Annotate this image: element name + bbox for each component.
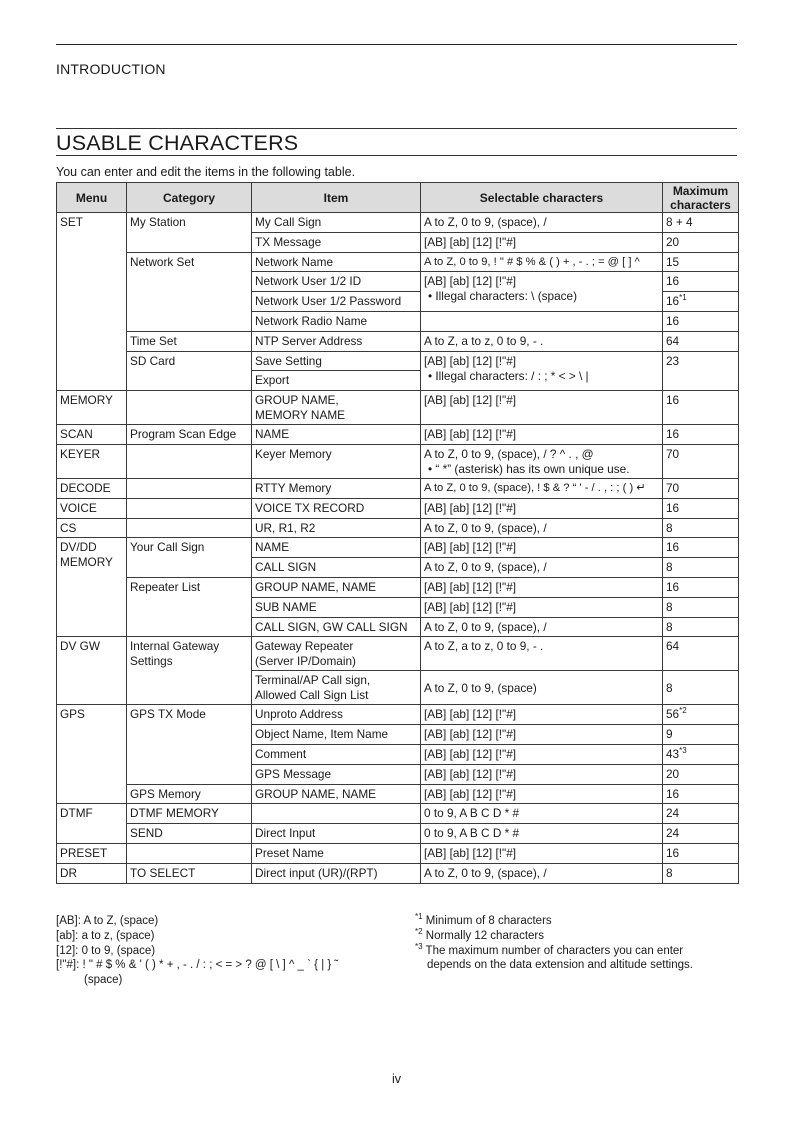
category-line2: Settings: [130, 654, 173, 669]
max-cell: 8 + 4: [663, 213, 739, 233]
table-row: [57, 478, 739, 498]
menu-cell: KEYER: [57, 444, 127, 478]
page-number: iv: [391, 1072, 402, 1086]
max-cell: 16: [663, 577, 739, 597]
section-label: INTRODUCTION: [56, 61, 166, 77]
item-cell: Network Name: [252, 252, 421, 272]
chars-cell: A to Z, 0 to 9, (space), /: [421, 558, 663, 578]
menu-cell: SCAN: [57, 425, 127, 445]
max-cell: 23: [663, 351, 739, 391]
table-row: [57, 538, 739, 558]
table-row: [57, 577, 739, 597]
item-cell: Keyer Memory: [252, 444, 421, 478]
item-cell: GPS Message: [252, 764, 421, 784]
item-cell: Direct input (UR)/(RPT): [252, 863, 421, 883]
legend-line: [AB]: A to Z, (space): [56, 915, 159, 927]
chars-note: • Illegal characters: \ (space): [428, 289, 578, 304]
header-category: Category: [127, 183, 252, 213]
item-cell: Network Radio Name: [252, 311, 421, 331]
item-cell: My Call Sign: [252, 213, 421, 233]
footnote-text: Normally 12 characters: [422, 929, 544, 942]
chars-cell: [421, 272, 663, 312]
legend-line: (space): [84, 974, 123, 987]
item-cell: CALL SIGN, GW CALL SIGN: [252, 617, 421, 637]
max-cell: 64: [663, 637, 739, 671]
footnote-text: Minimum of 8 characters: [422, 915, 552, 927]
category-cell: [127, 478, 252, 498]
item-cell: NAME: [252, 425, 421, 445]
chars-cell: [AB] [ab] [12] [!"#]: [421, 232, 663, 252]
table-row: [57, 705, 739, 725]
legend-line: [!"#]: ! " # $ % & ' ( ) * + , - . / : ; < = > ? @ [ \ ] ^ _ ` { | } ˜: [56, 959, 339, 972]
header-selectable: Selectable characters: [421, 183, 663, 213]
menu-cell: MEMORY: [57, 391, 127, 425]
max-cell: 20: [663, 232, 739, 252]
max-cell: 15: [663, 252, 739, 272]
max-value: 56: [666, 707, 680, 722]
chars-note: • Illegal characters: / : ; * < > \ |: [428, 368, 589, 383]
category-cell: [127, 843, 252, 863]
max-cell: 16: [663, 538, 739, 558]
table-row: [57, 213, 739, 233]
category-cell: GPS Memory: [127, 784, 252, 804]
chars-text: [AB] [ab] [12] [!"#]: [424, 353, 517, 368]
category-cell: My Station: [127, 213, 252, 253]
character-legend: [56, 914, 406, 988]
chars-text: [AB] [ab] [12] [!"#]: [424, 274, 517, 289]
footnote: [415, 941, 735, 959]
footnote-mark: *3: [415, 941, 423, 951]
table-row: [57, 391, 739, 425]
max-cell: 16: [663, 391, 739, 425]
chars-cell: 0 to 9, A B C D * #: [421, 824, 663, 844]
footnotes: [415, 914, 735, 973]
chars-cell: A to Z, 0 to 9, (space): [421, 671, 663, 705]
footnote-mark: *2: [415, 926, 423, 936]
table-row: [57, 331, 739, 351]
footnote: [415, 958, 735, 973]
item-cell: CALL SIGN: [252, 558, 421, 578]
table-row: [57, 425, 739, 445]
menu-cell: CS: [57, 518, 127, 538]
chars-cell: A to Z, a to z, 0 to 9, - .: [421, 331, 663, 351]
table-header-row: [57, 183, 739, 213]
header-item: Item: [252, 183, 421, 213]
intro-text: You can enter and edit the items in the following table.: [56, 165, 356, 179]
max-cell: 16: [663, 272, 739, 292]
category-cell: [127, 391, 252, 425]
menu-cell: DTMF: [57, 804, 127, 844]
max-cell: [663, 292, 739, 312]
footnote-text: depends on the data extension and altitude settings.: [427, 959, 693, 972]
max-cell: [663, 744, 739, 764]
header-menu: Menu: [57, 183, 127, 213]
category-cell: [127, 444, 252, 478]
item-line2: Allowed Call Sign List: [255, 688, 369, 703]
menu-cell: DECODE: [57, 478, 127, 498]
table-row: [57, 498, 739, 518]
legend-line: [ab]: a to z, (space): [56, 929, 155, 942]
item-cell: [252, 671, 421, 705]
header-max-line2: characters: [670, 197, 731, 212]
chars-cell: [AB] [ab] [12] [!"#]: [421, 784, 663, 804]
category-cell: GPS TX Mode: [127, 705, 252, 784]
item-line1: GROUP NAME,: [255, 393, 339, 408]
item-cell: NAME: [252, 538, 421, 558]
item-cell: UR, R1, R2: [252, 518, 421, 538]
chars-cell: A to Z, a to z, 0 to 9, - .: [421, 637, 663, 671]
title-rule-bottom: [56, 155, 737, 156]
chars-cell: [AB] [ab] [12] [!"#]: [421, 577, 663, 597]
chars-cell: [AB] [ab] [12] [!"#]: [421, 843, 663, 863]
max-value: 16: [666, 294, 680, 309]
chars-cell: [AB] [ab] [12] [!"#]: [421, 425, 663, 445]
chars-cell: A to Z, 0 to 9, (space), /: [421, 518, 663, 538]
footnote-text: The maximum number of characters you can enter: [422, 944, 684, 957]
menu-line1: DV/DD: [60, 540, 97, 555]
chars-cell: [421, 311, 663, 331]
item-cell: VOICE TX RECORD: [252, 498, 421, 518]
footnote-ref: *1: [679, 293, 687, 303]
menu-cell: PRESET: [57, 843, 127, 863]
chars-cell: [AB] [ab] [12] [!"#]: [421, 744, 663, 764]
item-line1: Gateway Repeater: [255, 639, 354, 654]
category-line1: Internal Gateway: [130, 639, 220, 654]
menu-cell: DV GW: [57, 637, 127, 705]
table-row: [57, 843, 739, 863]
item-line2: MEMORY NAME: [255, 408, 346, 423]
chars-cell: A to Z, 0 to 9, (space), ! $ & ? “ ' - / . , : ; ( ) ↵: [421, 478, 663, 498]
max-cell: [663, 705, 739, 725]
item-cell: Save Setting: [252, 351, 421, 371]
max-cell: 16: [663, 784, 739, 804]
item-cell: Direct Input: [252, 824, 421, 844]
chars-cell: [AB] [ab] [12] [!"#]: [421, 725, 663, 745]
max-cell: 16: [663, 311, 739, 331]
chars-cell: [AB] [ab] [12] [!"#]: [421, 538, 663, 558]
max-cell: 70: [663, 478, 739, 498]
chars-cell: 0 to 9, A B C D * #: [421, 804, 663, 824]
chars-cell: [AB] [ab] [12] [!"#]: [421, 764, 663, 784]
table-row: [57, 518, 739, 538]
footnote: [415, 914, 735, 929]
menu-cell: VOICE: [57, 498, 127, 518]
max-cell: 8: [663, 671, 739, 705]
item-cell: Comment: [252, 744, 421, 764]
max-cell: 64: [663, 331, 739, 351]
chars-cell: A to Z, 0 to 9, (space), /: [421, 213, 663, 233]
chars-cell: A to Z, 0 to 9, ! " # $ % & ( ) + , - . ; = @ [ ] ^: [421, 252, 663, 272]
item-cell: [252, 391, 421, 425]
title-rule-top: [56, 128, 737, 129]
item-cell: Unproto Address: [252, 705, 421, 725]
menu-line2: MEMORY: [60, 555, 113, 570]
item-cell: [252, 637, 421, 671]
table-row: [57, 824, 739, 844]
item-cell: RTTY Memory: [252, 478, 421, 498]
chars-cell: A to Z, 0 to 9, (space), /: [421, 617, 663, 637]
table-row: [57, 784, 739, 804]
item-cell: Export: [252, 371, 421, 391]
max-cell: 16: [663, 425, 739, 445]
chars-cell: [421, 444, 663, 478]
table-row: [57, 444, 739, 478]
page-title: USABLE CHARACTERS: [56, 131, 299, 155]
item-cell: NTP Server Address: [252, 331, 421, 351]
item-line1: Terminal/AP Call sign,: [255, 673, 371, 688]
footnote-ref: *3: [679, 746, 687, 756]
max-cell: 8: [663, 597, 739, 617]
max-cell: 70: [663, 444, 739, 478]
max-cell: 9: [663, 725, 739, 745]
menu-cell: SET: [57, 213, 127, 391]
menu-cell: DR: [57, 863, 127, 883]
max-cell: 8: [663, 518, 739, 538]
chars-cell: [421, 351, 663, 391]
chars-cell: [AB] [ab] [12] [!"#]: [421, 705, 663, 725]
chars-text: A to Z, 0 to 9, (space), / ? ^ . , @: [424, 446, 594, 461]
chars-cell: [AB] [ab] [12] [!"#]: [421, 498, 663, 518]
footnote: [415, 926, 735, 944]
max-value: 43: [666, 746, 680, 761]
footnote-mark: *1: [415, 912, 423, 922]
item-line2: (Server IP/Domain): [255, 654, 356, 669]
item-cell: Preset Name: [252, 843, 421, 863]
table-row: [57, 804, 739, 824]
item-cell: [252, 804, 421, 824]
item-cell: GROUP NAME, NAME: [252, 577, 421, 597]
category-cell: [127, 518, 252, 538]
item-cell: GROUP NAME, NAME: [252, 784, 421, 804]
chars-cell: [AB] [ab] [12] [!"#]: [421, 597, 663, 617]
max-cell: 20: [663, 764, 739, 784]
table-row: [57, 351, 739, 371]
max-cell: 8: [663, 617, 739, 637]
max-cell: 16: [663, 843, 739, 863]
table-row: [57, 252, 739, 272]
chars-cell: A to Z, 0 to 9, (space), /: [421, 863, 663, 883]
category-cell: Time Set: [127, 331, 252, 351]
category-cell: SD Card: [127, 351, 252, 391]
category-cell: TO SELECT: [127, 863, 252, 883]
table-row: [57, 863, 739, 883]
table-row: [57, 637, 739, 671]
header-max-line1: Maximum: [672, 183, 729, 198]
header-max: [663, 183, 739, 213]
category-cell: [127, 637, 252, 705]
chars-cell: [AB] [ab] [12] [!"#]: [421, 391, 663, 425]
chars-note: • “ *” (asterisk) has its own unique use.: [428, 461, 630, 476]
footnote-ref: *2: [679, 706, 687, 716]
category-cell: Network Set: [127, 252, 252, 331]
item-cell: Object Name, Item Name: [252, 725, 421, 745]
menu-cell: [57, 538, 127, 637]
item-cell: TX Message: [252, 232, 421, 252]
max-cell: 24: [663, 804, 739, 824]
category-cell: Repeater List: [127, 577, 252, 636]
category-cell: Your Call Sign: [127, 538, 252, 578]
item-cell: Network User 1/2 ID: [252, 272, 421, 292]
max-cell: 8: [663, 558, 739, 578]
max-cell: 8: [663, 863, 739, 883]
usable-characters-table: [56, 182, 739, 884]
max-cell: 16: [663, 498, 739, 518]
menu-cell: GPS: [57, 705, 127, 804]
category-cell: Program Scan Edge: [127, 425, 252, 445]
header-rule: [56, 44, 737, 45]
legend-line: [12]: 0 to 9, (space): [56, 944, 156, 957]
max-cell: 24: [663, 824, 739, 844]
category-cell: SEND: [127, 824, 252, 844]
item-cell: Network User 1/2 Password: [252, 292, 421, 312]
category-cell: [127, 498, 252, 518]
category-cell: DTMF MEMORY: [127, 804, 252, 824]
item-cell: SUB NAME: [252, 597, 421, 617]
